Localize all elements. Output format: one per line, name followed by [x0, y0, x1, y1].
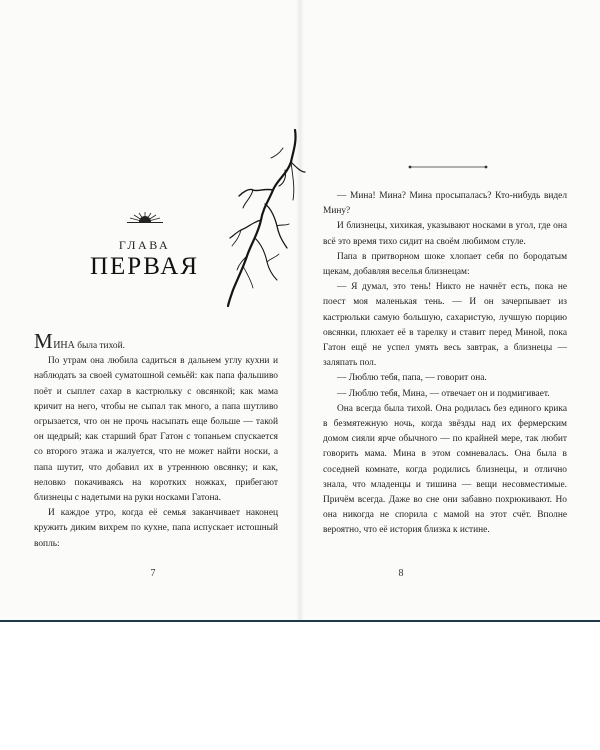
paragraph: — Я думал, это тень! Никто не начнёт есть, пока не поест моя маленькая тень. — И он зачерпывает из кастрюльки самую большую, сахаристую, лучшую порцию овсянки, плюхает её в тарелку и ставит перед Миной, пока Гатон ещё не успел умять весь завтрак, а близнецы — заляпать пол.: [323, 282, 567, 369]
book-gutter: [296, 0, 304, 622]
opening-line: [34, 329, 278, 354]
header-rule-ornament-icon: [408, 162, 488, 172]
paragraph: — Люблю тебя, Мина, — отвечает он и подмигивает.: [337, 388, 550, 399]
paragraph: Папа в притворном шоке хлопает себя по бородатым щекам, добавляя веселья близнецам:: [323, 251, 567, 278]
left-page-text: [34, 329, 278, 552]
paragraph: Она всегда была тихой. Она родилась без единого крика в безмятежную ночь, когда звёзды над их фермерским домом сияли ярче обычного — по крайней мере, так любит говорить мама. Мина в этом сомневалась. Она была в соседней комнате, когда родились близнецы, и отлично знала, что младенцы и тишина — вещи несовместимые. Причём всегда. Даже во сне они забавно похрюкивают. Но она никогда не спорила с мамой на этот счёт. Вполне вероятно, что её история близка к истине.: [323, 403, 567, 536]
paragraph: И близнецы, хихикая, указывают носками в угол, где она всё это время тихо сидит на своём любимом стуле.: [323, 221, 567, 247]
bottom-divider: [0, 620, 600, 622]
page-number-right: 8: [398, 568, 404, 579]
branch-illustration-icon: [225, 128, 310, 308]
opening-smallcaps: ИНА: [53, 340, 75, 351]
paragraph: — Мина! Мина? Мина просыпалась? Кто-нибудь видел Мину?: [323, 191, 567, 217]
paragraph: По утрам она любила садиться в дальнем углу кухни и наблюдать за своей суматошной семьёй: как папа фальшиво поёт и сыплет сахар в кастрюльку с овсянкой; как мама кричит на него, чтобы не сыпал так много, а папа шутливо огрызается, что он не прочь насыпать еще больше — такой он щедрый; как старший брат Гатон с топаньем спускается со второго этажа и жалуется, что не может найти носки, а папа шутит, что добавил их в утреннюю овсянку; и как, неловко покачиваясь на коротких ножках, прибегают близнецы с надетыми на руки носками Гатона.: [34, 356, 278, 504]
paragraph: — Люблю тебя, папа, — говорит она.: [337, 373, 487, 384]
chapter-title: ПЕРВАЯ: [89, 253, 200, 280]
sunburst-ornament-icon: [125, 210, 165, 224]
opening-rest: была тихой.: [74, 341, 125, 351]
chapter-label: ГЛАВА: [118, 238, 171, 252]
paragraph: И каждое утро, когда её семья заканчивает наконец кружить диким вихрем по кухне, папа испускает истошный вопль:: [34, 508, 278, 549]
page-number-left: 7: [150, 568, 156, 579]
dropcap-letter: М: [34, 329, 54, 353]
right-page-text: [323, 189, 567, 539]
